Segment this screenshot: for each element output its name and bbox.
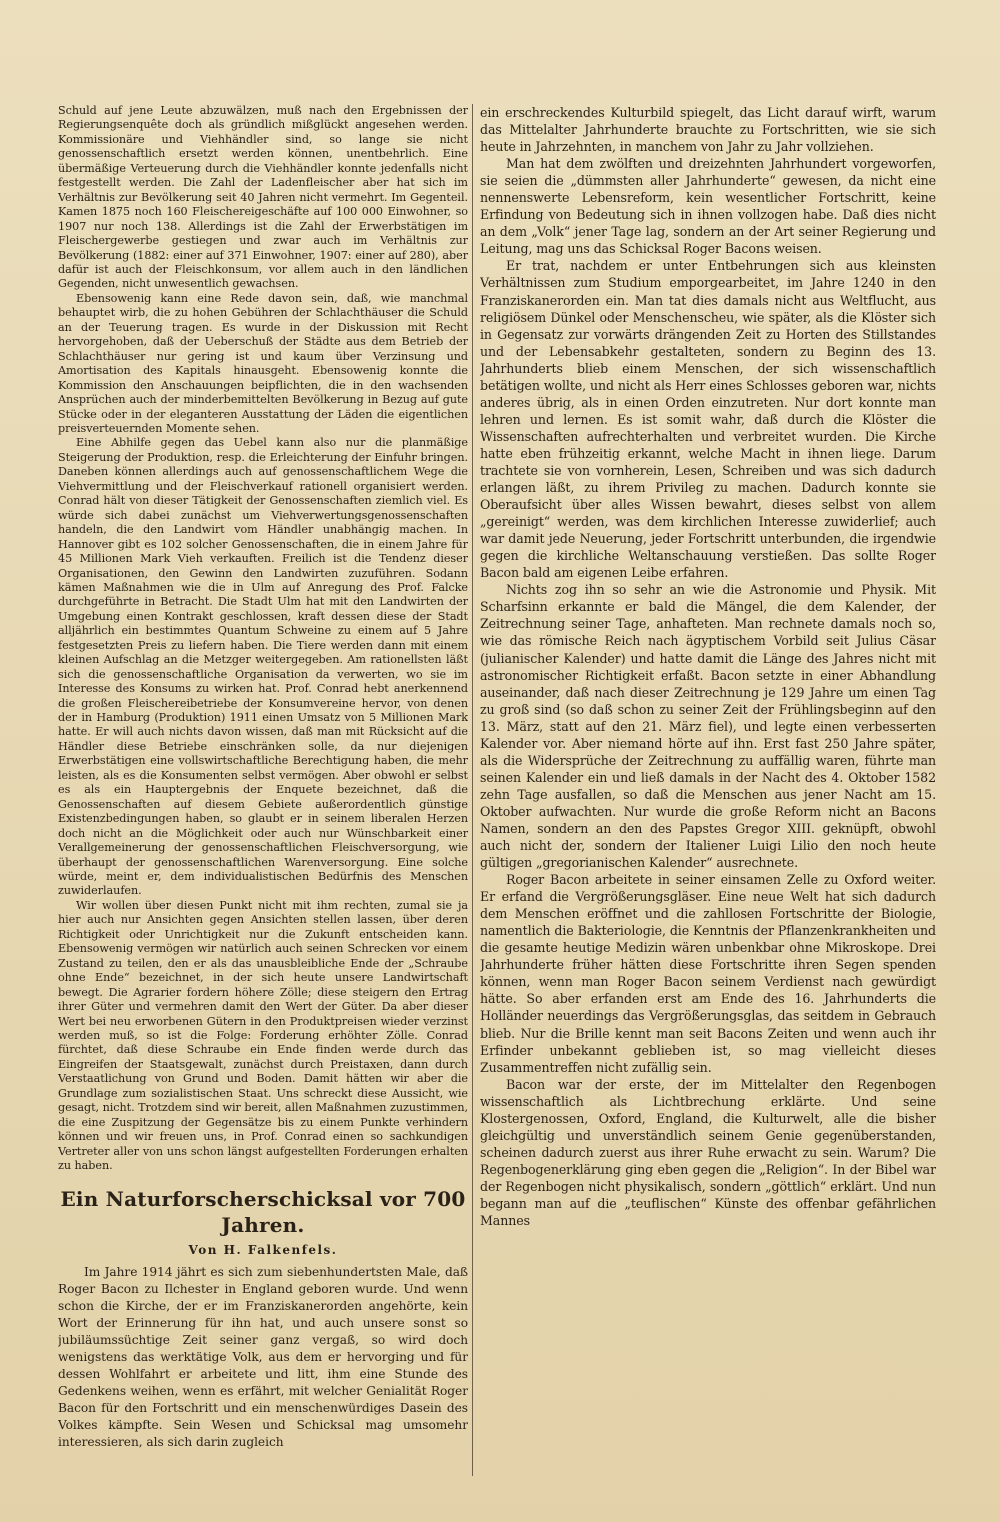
article-paragraph-1: Im Jahre 1914 jährt es sich zum siebenhundertsten Male, daß Roger Bacon zu Ilchester in England geboren wurde. Und wenn schon die Kirche, der er im Franziskanerorden angehörte, kein Wort der Erinnerung für ihn hat, und auch unsere sonst so jubiläumssüchtige Zeit seiner ganz vergaß, so wird doch wenigstens das werktätige Volk, aus dem er hervorging und für dessen Wohlfahrt er arbeitete und litt, ihm eine Stunde des Gedenkens weihen, wenn es erfährt, mit welcher Genialität Roger Bacon für den Fortschritt und ein menschenwürdiges Dasein des Volkes kämpfte. Sein Wesen und Schicksal mag umsomehr interessieren, als sich darin zugleich — [58, 1264, 468, 1449]
article-paragraph-continued: ein erschreckendes Kulturbild spiegelt, das Licht darauf wirft, warum das Mittelalter Jahrhunderte brauchte zu Fortschritten, wie sie sich heute in Jahrzehnten, in manchem von Jahr zu Jahr vollziehen. — [480, 105, 936, 155]
article-title: Ein Naturforscherschicksal vor 700 Jahren. — [60, 1186, 466, 1237]
left-paragraph-2: Ebensowenig kann eine Rede davon sein, daß, wie manchmal behauptet wirb, die zu hohen Gebühren der Schlachthäuser die Schuld an der Teuerung tragen. Es wurde in der Diskussion mit Recht hervorgehoben, daß der Ueberschuß der Städte aus dem Betrieb der Schlachthäuser nur gering ist und kaum über Verzinsung und Amortisation des Kapitals hinausgeht. Ebensowenig konnte die Kommission den Anschauungen beipflichten, die in den wachsenden Ansprüchen auch der minderbemittelten Bevölkerung in Bezug auf gute Stücke oder in der eleganteren Ausstattung der Läden die eigentlichen preisverteuernden Momente sehen. — [58, 291, 468, 435]
article-byline: Von H. Falkenfels. — [188, 1242, 338, 1257]
column-divider — [472, 104, 473, 1476]
article-paragraph-5: Roger Bacon arbeitete in seiner einsamen Zelle zu Oxford weiter. Er erfand die Vergrößerungsgläser. Eine neue Welt hat sich dadurch dem Menschen eröffnet und die zahllosen Fortschritte der Biologie, namentlich die Bakteriologie, die Kenntnis der Pflanzenkrankheiten und die gesamte heutige Medizin wären unbenkbar ohne Mikroskope. Drei Jahrhunderte früher hätten diese Fortschritte ihren Segen spenden können, wenn man Roger Bacon seinem Verdienst nach gewürdigt hätte. So aber erfanden erst am Ende des 16. Jahrhunderts die Holländer neuerdings das Vergrößerungsglas, das seitdem in Gebrauch blieb. Nur die Brille kennt man seit Bacons Zeiten und wenn auch ihr Erfinder unbekannt geblieben ist, so mag vielleicht dieses Zusammentreffen nicht zufällig sein. — [480, 872, 936, 1075]
article-header — [58, 1186, 468, 1258]
article-paragraph-3: Er trat, nachdem er unter Entbehrungen sich aus kleinsten Verhältnissen zum Studium emporgearbeitet, im Jahre 1240 in den Franziskanerorden ein. Man tat dies damals nicht aus Weltflucht, aus religiösem Dünkel oder Menschenscheu, wie später, als die Klöster sich in Gegensatz zur vorwärts drängenden Zeit zu Horten des Stillstandes und der Lebensabkehr gestalteten, sondern zu Beginn des 13. Jahrhunderts blieb einem Menschen, der sich wissenschaftlich betätigen wollte, und nicht als Herr eines Schlosses geboren war, nichts anderes übrig, als in einen Orden einzutreten. Nur dort konnte man lehren und lernen. Es ist somit wahr, daß durch die Klöster die Wissenschaften aufrechterhalten und verbreitet wurden. Die Kirche hatte eben frühzeitig erkannt, welche Macht in ihnen liege. Darum trachtete sie von vornherein, Lesen, Schreiben und was sich dadurch erlangen läßt, zu ihrem Privileg zu machen. Dadurch konnte sie Oberaufsicht über alles Wissen bewahrt, dieses selbst von allem „gereinigt“ werden, was dem kirchlichen Interesse zuwiderlief; auch war damit jede Neuerung, jeder Fortschritt unterbunden, die irgendwie gegen die kirchliche Weltanschauung verstießen. Das sollte Roger Bacon bald am eigenen Leibe erfahren. — [480, 258, 936, 581]
article-paragraph-4: Nichts zog ihn so sehr an wie die Astronomie und Physik. Mit Scharfsinn erkannte er bald die Mängel, die dem Kalender, der Zeitrechnung seiner Tage, anhafteten. Man rechnete damals noch so, wie das römische Reich nach ägyptischem Vorbild seit Julius Cäsar (julianischer Kalender) und hatte damit die Länge des Jahres nicht mit astronomischer Richtigkeit erfaßt. Bacon setzte in einer Abhandlung auseinander, daß nach dieser Zeitrechnung je 129 Jahre um einen Tag zu groß sind (so daß schon zu seiner Zeit der Frühlingsbeginn auf den 13. März, statt auf den 21. März fiel), und legte einen verbesserten Kalender vor. Aber niemand hörte auf ihn. Erst fast 250 Jahre später, als die Widersprüche der Zeitrechnung zu auffällig waren, führte man seinen Kalender ein und ließ damals in der Nacht des 4. Oktober 1582 zehn Tage ausfallen, so daß die Menschen aus jener Nacht am 15. Oktober aufwachten. Nur wurde die große Reform nicht an Bacons Namen, sondern an den des Papstes Gregor XIII. geknüpft, obwohl auch nicht der, sondern der Italiener Luigi Lilio den noch heute gültigen „gregorianischen Kalender“ ausrechnete. — [480, 582, 936, 871]
left-column — [58, 104, 468, 1476]
article-paragraph-6: Bacon war der erste, der im Mittelalter den Regenbogen wissenschaftlich als Lichtbrechung erklärte. Und seine Klostergenossen, Oxford, England, die Kulturwelt, alle die bisher gleichgültig und unverständlich seinem Genie gegenüberstanden, scheinen dadurch zuerst aus ihrer Ruhe erwacht zu sein. Warum? Die Regenbogenerklärung ging eben gegen die „Religion“. In der Bibel war der Regenbogen nicht physikalisch, sondern „göttlich“ erklärt. Und nun begann man auf die „teuflischen“ Künste des offenbar gefährlichen Mannes — [480, 1076, 936, 1229]
right-column — [480, 104, 936, 1476]
article-paragraph-2: Man hat dem zwölften und dreizehnten Jahrhundert vorgeworfen, sie seien die „dümmsten aller Jahrhunderte“ gewesen, da nicht eine nennenswerte Lebensreform, kein wesentlicher Fortschritt, keine Erfindung von Bedeutung sich in ihnen vollzogen habe. Daß dies nicht an dem „Volk“ jener Tage lag, sondern an der Art seiner Regierung und Leitung, mag uns das Schicksal Roger Bacons weisen. — [480, 156, 936, 257]
left-paragraph-4: Wir wollen über diesen Punkt nicht mit ihm rechten, zumal sie ja hier auch nur Ansichten gegen Ansichten stellen lassen, über deren Richtigkeit oder Unrichtigkeit nur die Zukunft entscheiden kann. Ebensowenig vermögen wir natürlich auch seinen Schrecken vor einem Zustand zu teilen, den er als das unausbleibliche Ende der „Schraube ohne Ende“ bezeichnet, in der sich heute unsere Landwirtschaft bewegt. Die Agrarier fordern höhere Zölle; diese steigern den Ertrag ihrer Güter und vermehren damit den Wert der Güter. Da aber dieser Wert bei neu erworbenen Gütern in den Produktpreisen wieder verzinst werden muß, so ist die Folge: Forderung erhöhter Zölle. Conrad fürchtet, daß diese Schraube ein Ende finden werde durch das Eingreifen der Staatsgewalt, zunächst durch Preistaxen, dann durch Verstaatlichung von Grund und Boden. Damit hätten wir aber die Grundlage zum sozialistischen Staat. Uns schreckt diese Aussicht, wie gesagt, nicht. Trotzdem sind wir bereit, allen Maßnahmen zuzustimmen, die eine Zuspitzung der Gegensätze bis zu einem Punkte verhindern können und wir freuen uns, in Prof. Conrad einen so sachkundigen Vertreter aller von uns schon längst aufgestellten Forderungen erhalten zu haben. — [58, 898, 468, 1173]
left-paragraph-1: Schuld auf jene Leute abzuwälzen, muß nach den Ergebnissen der Regierungsenquête doch als gründlich mißglückt angesehen werden. Kommissionäre und Viehhändler sind, so lange sie nicht genossenschaftlich ersetzt werden können, unentbehrlich. Eine übermäßige Verteuerung durch die Viehhändler konnte jedenfalls nicht festgestellt werden. Die Zahl der Ladenfleischer aber hat sich im Verhältnis zur Bevölkerung seit 40 Jahren nicht vermehrt. Im Gegenteil. Kamen 1875 noch 160 Fleischereigeschäfte auf 100 000 Einwohner, so 1907 nur noch 138. Allerdings ist die Zahl der Erwerbstätigen im Fleischergewerbe gestiegen und zwar auch im Verhältnis zur Bevölkerung (1882: einer auf 371 Einwohner, 1907: einer auf 280), aber dafür ist auch der Fleischkonsum, vor allem auch in den ländlichen Gegenden, nicht unwesentlich gewachsen. — [58, 104, 468, 291]
left-paragraph-3: Eine Abhilfe gegen das Uebel kann also nur die planmäßige Steigerung der Produktion, resp. die Erleichterung der Einfuhr bringen. Daneben können allerdings auch auf genossenschaftlichem Wege die Viehvermittlung und der Fleischverkauf rationell organisiert werden. Conrad hält von dieser Tätigkeit der Genossenschaften ziemlich viel. Es würde sich dabei zunächst um Viehverwertungsgenossenschaften handeln, die den Landwirt vom Händler unabhängig machen. In Hannover gibt es 102 solcher Genossenschaften, die in einem Jahre für 45 Millionen Mark Vieh verkauften. Freilich ist die Tendenz dieser Organisationen, den Gewinn den Landwirten zuzuführen. Sodann kämen Maßnahmen wie die in Ulm auf Anregung des Prof. Falcke durchgeführte in Betracht. Die Stadt Ulm hat mit den Landwirten der Umgebung einen Kontrakt geschlossen, kraft dessen diese der Stadt alljährlich ein bestimmtes Quantum Schweine zu einem auf 5 Jahre festgesetzten Preis zu liefern haben. Die Tiere werden dann mit einem kleinen Aufschlag an die Metzger weitergegeben. Am rationellsten läßt sich die genossenschaftliche Organisation da verwerten, wo sie im Interesse des Konsums zu wirken hat. Prof. Conrad hebt anerkennend die großen Fleischereibetriebe der Konsumvereine hervor, von denen der in Hamburg (Produktion) 1911 einen Umsatz von 5 Millionen Mark hatte. Er will auch nichts davon wissen, daß man mit Rücksicht auf die Händler diese Betriebe einschränken solle, da nur diejenigen Erwerbstätigen eine vollswirtschaftliche Berechtigung haben, die mehr leisten, als es die Konsumenten selbst vermögen. Aber obwohl er selbst es als ein Hauptergebnis der Enquete bezeichnet, daß die Genossenschaften auf diesem Gebiete außerordentlich günstige Existenzbedingungen haben, so glaubt er in seinem liberalen Herzen doch nicht an die Möglichkeit oder auch nur Wünschbarkeit einer Verallgemeinerung der genossenschaftlichen Fleischversorgung, wie überhaupt der genossenschaftlichen Warenversorgung. Eine solche würde, meint er, dem individualistischen Bedürfnis des Menschen zuwiderlaufen. — [58, 436, 468, 898]
